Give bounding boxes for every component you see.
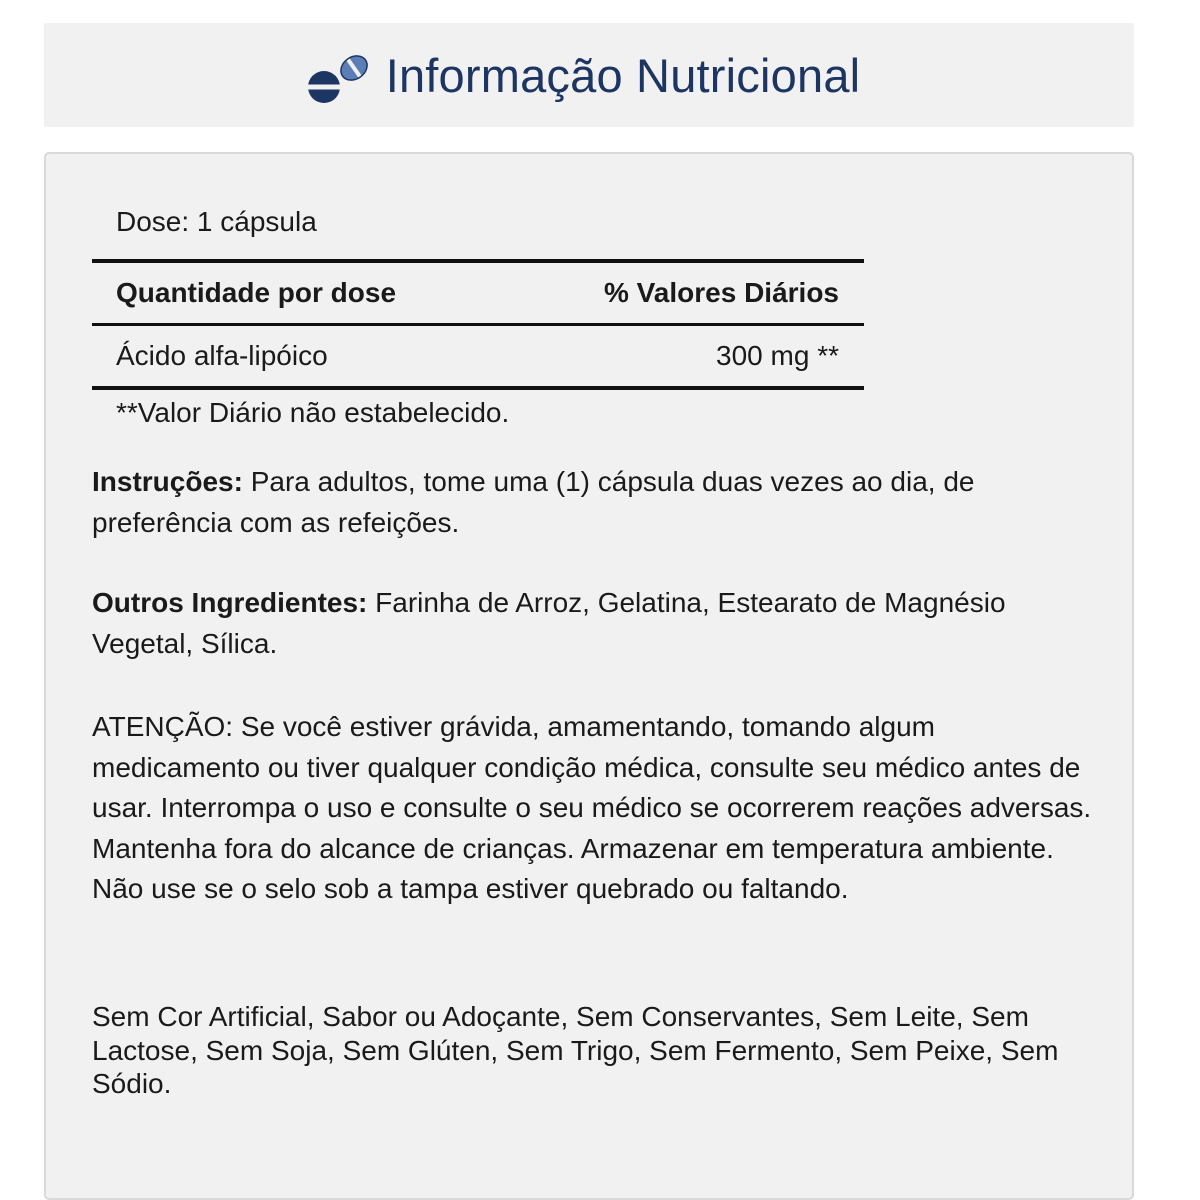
warning-paragraph: ATENÇÃO: Se você estiver grávida, amamentando, tomando algum medicamento ou tiver qualquer condição médica, consulte seu médico antes de usar. Interrompa o uso e consulte o seu médico se ocorrerem reações adversas. Mantenha fora do alcance de crianças. Armazenar em temperatura ambiente. Não use se o selo sob a tampa estiver quebrado ou faltando. xyxy=(92,711,1092,904)
instructions-text: Para adultos, tome uma (1) cápsula duas vezes ao dia, de preferência com as refeições. xyxy=(92,466,975,538)
nutrition-panel xyxy=(44,152,1134,1200)
other-ingredients-label: Outros Ingredientes: xyxy=(92,587,368,618)
table-header-row xyxy=(92,263,864,323)
capsule-tablet-icon xyxy=(306,50,372,106)
column-header-daily-value: % Valores Diários xyxy=(603,277,839,308)
header-content xyxy=(306,44,861,106)
nutrient-value: 300 mg ** xyxy=(716,340,839,371)
page-title: Informação Nutricional xyxy=(385,48,861,102)
instructions-label: Instruções: xyxy=(92,466,243,497)
other-ingredients-paragraph xyxy=(92,583,1092,664)
free-from-paragraph: Sem Cor Artificial, Sabor ou Adoçante, Sem Conservantes, Sem Leite, Sem Lactose, Sem Soja, Sem Glúten, Sem Trigo, Sem Fermento, Sem Peixe, Sem Sódio. xyxy=(92,1001,1059,1099)
facts-table xyxy=(92,259,864,390)
table-row xyxy=(92,326,864,386)
column-header-amount: Quantidade por dose xyxy=(116,277,397,308)
other-ingredients-text: Farinha de Arroz, Gelatina, Estearato de Magnésio Vegetal, Sílica. xyxy=(92,587,1006,659)
daily-value-footnote: **Valor Diário não estabelecido. xyxy=(116,397,510,428)
dose-label: Dose: 1 cápsula xyxy=(116,206,317,237)
table-rule-bottom xyxy=(92,386,864,390)
instructions-paragraph xyxy=(92,462,1092,543)
header-banner xyxy=(44,23,1134,127)
nutrient-name: Ácido alfa-lipóico xyxy=(116,340,328,371)
